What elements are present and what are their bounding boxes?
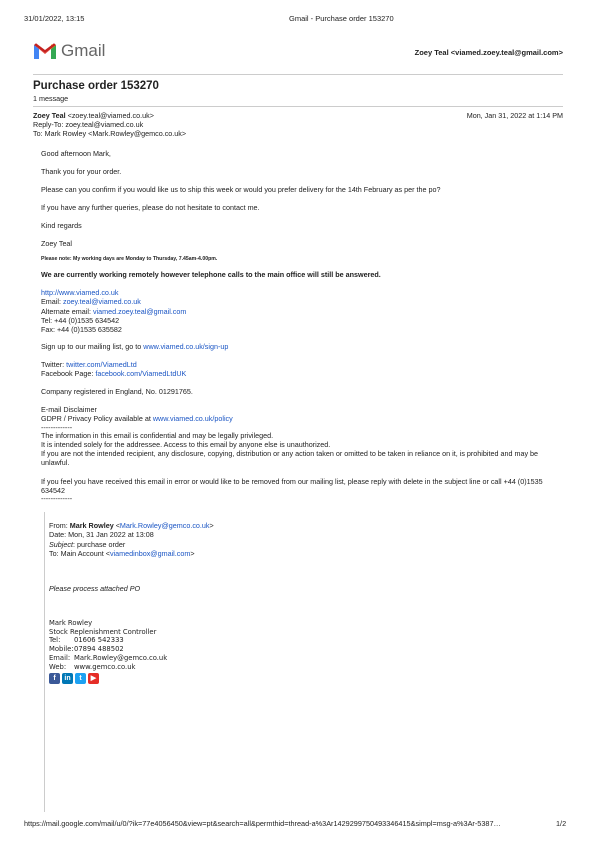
- thread-subject: Purchase order 153270: [33, 80, 159, 92]
- tel-line: Tel: +44 (0)1535 634542: [41, 315, 120, 325]
- quoted-subject-label: Subject: [49, 539, 73, 549]
- message-date: Mon, Jan 31, 2022 at 1:14 PM: [466, 111, 563, 120]
- email-link[interactable]: zoey.teal@viamed.co.uk: [62, 297, 141, 307]
- gmail-logo: [33, 41, 105, 61]
- mailing-list-line: [41, 342, 228, 351]
- quoted-to-label: To: Main Account <: [49, 548, 110, 558]
- message-to: To: Mark Rowley <Mark.Rowley@gemco.co.uk>: [33, 129, 187, 138]
- remote-working-notice: We are currently working remotely however telephone calls to the main office will still be answered.: [41, 270, 381, 279]
- twitter-icon[interactable]: t: [75, 673, 86, 684]
- footer-url: https://mail.google.com/mail/u/0/?ik=77e4056450&view=pt&search=all&permthid=thread-a%3Ar1429299750493346415&simpl=msg-a%3Ar-5387…: [24, 819, 501, 828]
- gmail-m-icon: [33, 42, 57, 60]
- twitter-label: Twitter:: [41, 360, 67, 369]
- dashes-top: -------------: [41, 422, 73, 432]
- print-doc-title: Gmail - Purchase order 153270: [289, 14, 394, 23]
- quoted-to-end: >: [190, 548, 195, 558]
- signature-name: Zoey Teal: [41, 239, 73, 248]
- message-count: 1 message: [33, 94, 69, 103]
- greeting: Good afternoon Mark,: [41, 149, 111, 158]
- quoted-signature: [49, 619, 167, 671]
- quoted-sig-name: Mark Rowley: [49, 619, 93, 627]
- sig-email-label: Email:: [49, 653, 71, 662]
- alt-email-label: Alternate email:: [41, 306, 93, 316]
- footer-page: 1/2: [556, 819, 567, 828]
- disclaimer-recipient: If you are not the intended recipient, any disclosure, copying, distribution or any action taken or omitted to be taken in reliance on it, is prohibited and may be unlawful.: [41, 449, 539, 468]
- sig-mobile-label: Mobile:: [49, 645, 74, 654]
- quoted-from-label: From:: [49, 521, 70, 530]
- sig-tel-label: Tel:: [49, 636, 61, 645]
- quoted-from-email[interactable]: Mark.Rowley@gemco.co.uk: [119, 521, 210, 530]
- header-divider: [33, 74, 563, 75]
- sig-mobile-value: 07894 488502: [74, 645, 124, 654]
- dashes-bottom: -------------: [41, 494, 73, 504]
- quoted-sig-title: Stock Replenishment Controller: [49, 627, 157, 636]
- linkedin-icon[interactable]: in: [62, 673, 73, 684]
- quoted-body: Please process attached PO: [49, 584, 141, 593]
- contact-block: [41, 288, 186, 334]
- message-from: [33, 111, 154, 120]
- mailing-prefix: Sign up to our mailing list, go to: [41, 342, 144, 351]
- sig-web-label: Web:: [49, 662, 67, 671]
- quoted-header: From: Mark Rowley <Mark.Rowley@gemco.co.uk> Date: Mon, 31 Jan 2022 at 13:08 Subject: purchase order To: Main Account <viamedinbox@gmail.com>: [49, 521, 214, 558]
- facebook-icon[interactable]: f: [49, 673, 60, 684]
- youtube-icon[interactable]: ▶: [88, 673, 99, 684]
- sig-web-value: www.gemco.co.uk: [74, 662, 136, 671]
- quoted-from-name: Mark Rowley: [69, 521, 114, 530]
- sig-tel-value: 01606 542333: [74, 636, 124, 645]
- quoted-date: Date: Mon, 31 Jan 2022 at 13:08: [49, 530, 154, 540]
- kind-regards: Kind regards: [41, 221, 82, 230]
- account-label: Zoey Teal <viamed.zoey.teal@gmail.com>: [414, 48, 563, 57]
- facebook-link[interactable]: facebook.com/ViamedLtdUK: [95, 369, 187, 379]
- email-label: Email:: [41, 297, 63, 307]
- disclaimer-block: [41, 405, 556, 502]
- disclaimer-confidential: The information in this email is confidential and may be legally privileged.: [41, 430, 274, 440]
- social-icons: [49, 673, 101, 684]
- fax-line: Fax: +44 (0)1535 635582: [41, 325, 122, 335]
- disclaimer-removal: If you feel you have received this email in error or would like to be removed from our mailing list, please reply with delete in the subject line or call +44 (0)1535 634542: [41, 476, 543, 496]
- company-registration: Company registered in England, No. 01291765.: [41, 387, 193, 396]
- website-link[interactable]: http://www.viamed.co.uk: [41, 288, 119, 297]
- queries-line: If you have any further queries, please do not hesitate to contact me.: [41, 203, 260, 212]
- social-block: [41, 360, 186, 379]
- subject-divider: [33, 106, 563, 107]
- signup-link[interactable]: www.viamed.co.uk/sign-up: [143, 342, 229, 351]
- working-days-note: Please note: My working days are Monday to Thursday, 7.45am-4.00pm.: [41, 256, 218, 262]
- gdpr-prefix: GDPR / Privacy Policy available at: [41, 414, 153, 424]
- quoted-to-email[interactable]: viamedinbox@gmail.com: [109, 548, 191, 558]
- disclaimer-title: E-mail Disclaimer: [41, 405, 97, 414]
- disclaimer-addressee: It is intended solely for the addressee. Access to this email by anyone else is unauthorized.: [41, 439, 331, 449]
- reply-to: Reply-To: zoey.teal@viamed.co.uk: [33, 120, 144, 129]
- alt-email-link[interactable]: viamed.zoey.teal@gmail.com: [92, 306, 187, 316]
- shipping-question: Please can you confirm if you would like us to ship this week or would you prefer delivery for the 14th February as per the po?: [41, 185, 441, 194]
- sender-email: <zoey.teal@viamed.co.uk>: [67, 111, 154, 120]
- facebook-label: Facebook Page:: [41, 369, 96, 379]
- quoted-subject-value: : purchase order: [72, 539, 126, 549]
- sender-name: Zoey Teal: [33, 111, 66, 120]
- print-datetime: 31/01/2022, 13:15: [24, 14, 85, 23]
- thanks-line: Thank you for your order.: [41, 167, 122, 176]
- quote-bar: [44, 512, 45, 812]
- sig-email-value: Mark.Rowley@gemco.co.uk: [74, 653, 168, 662]
- policy-link[interactable]: www.viamed.co.uk/policy: [152, 414, 233, 424]
- twitter-link[interactable]: twitter.com/ViamedLtd: [66, 360, 137, 369]
- gmail-logo-text: Gmail: [61, 41, 106, 60]
